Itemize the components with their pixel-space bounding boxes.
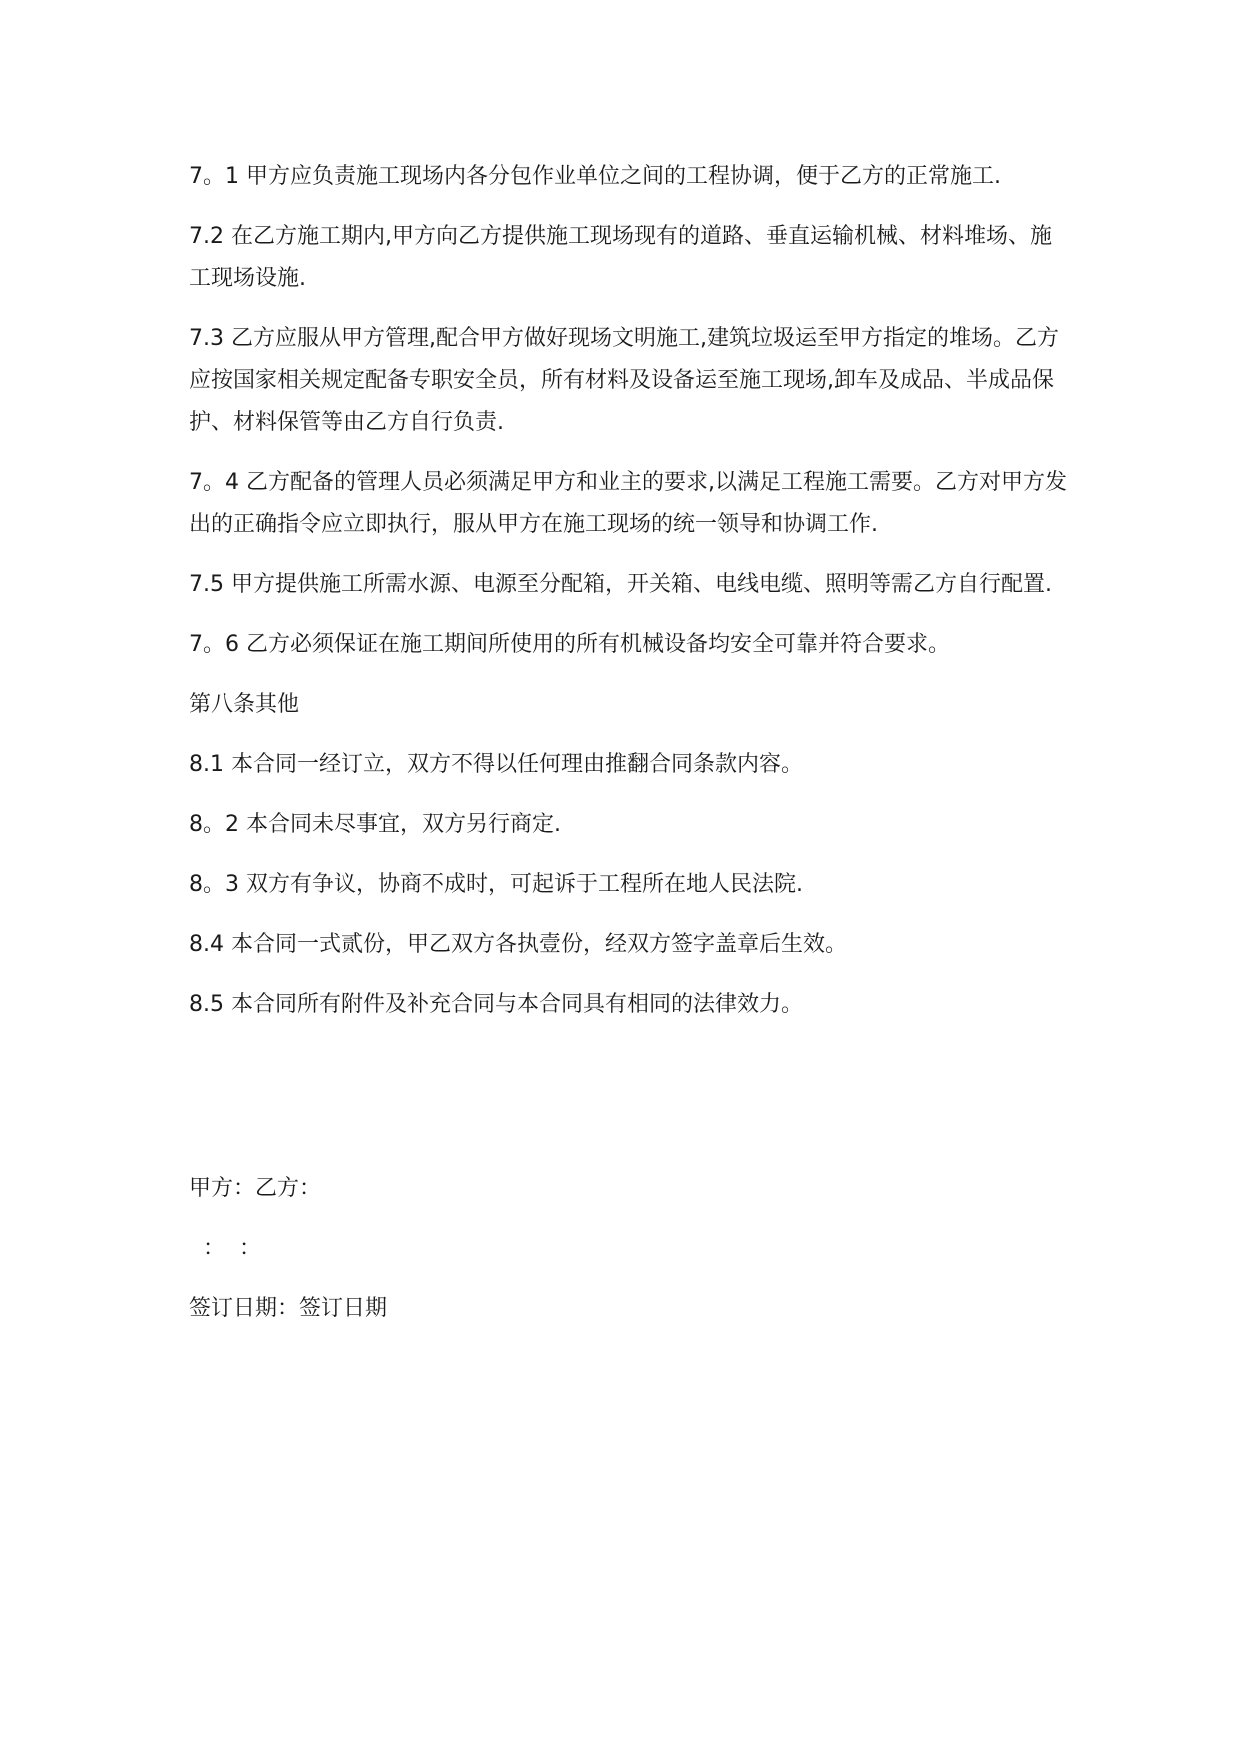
clause-7-5: 7.5 甲方提供施工所需水源、电源至分配箱，开关箱、电线电缆、照明等需乙方自行配置. (189, 572, 1052, 597)
signature-block (189, 1168, 1069, 1348)
clause-7-1: 7。1 甲方应负责施工现场内各分包作业单位之间的工程协调，便于乙方的正常施工. (189, 164, 1001, 189)
signature-date: 签订日期：签订日期 (189, 1296, 388, 1321)
clause-8-5: 8.5 本合同所有附件及补充合同与本合同具有相同的法律效力。 (189, 992, 803, 1017)
clause-8-1: 8.1 本合同一经订立，双方不得以任何理由推翻合同条款内容。 (189, 752, 803, 777)
signature-parties: 甲方：乙方： (189, 1176, 322, 1201)
clause-8-3: 8。3 双方有争议，协商不成时，可起诉于工程所在地人民法院. (189, 872, 803, 897)
clause-8-2: 8。2 本合同未尽事宜，双方另行商定. (189, 812, 561, 837)
clause-7-2: 7.2 在乙方施工期内,甲方向乙方提供施工现场现有的道路、垂直运输机械、材料堆场、施工现场设施. (189, 224, 1052, 291)
clause-7-4: 7。4 乙方配备的管理人员必须满足甲方和业主的要求,以满足工程施工需要。乙方对甲方发出的正确指令应立即执行，服从甲方在施工现场的统一领导和协调工作. (189, 470, 1067, 537)
signature-colons: ： ： (189, 1236, 261, 1261)
contract-body (189, 156, 1069, 1044)
clause-7-6: 7。6 乙方必须保证在施工期间所使用的所有机械设备均安全可靠并符合要求。 (189, 632, 950, 657)
clause-7-3: 7.3 乙方应服从甲方管理,配合甲方做好现场文明施工,建筑垃圾运至甲方指定的堆场。乙方应按国家相关规定配备专职安全员，所有材料及设备运至施工现场,卸车及成品、半成品保护、材料保管等由乙方自行负责. (189, 326, 1059, 435)
clause-8-4: 8.4 本合同一式贰份，甲乙双方各执壹份，经双方签字盖章后生效。 (189, 932, 847, 957)
article-8-heading: 第八条其他 (189, 692, 300, 717)
